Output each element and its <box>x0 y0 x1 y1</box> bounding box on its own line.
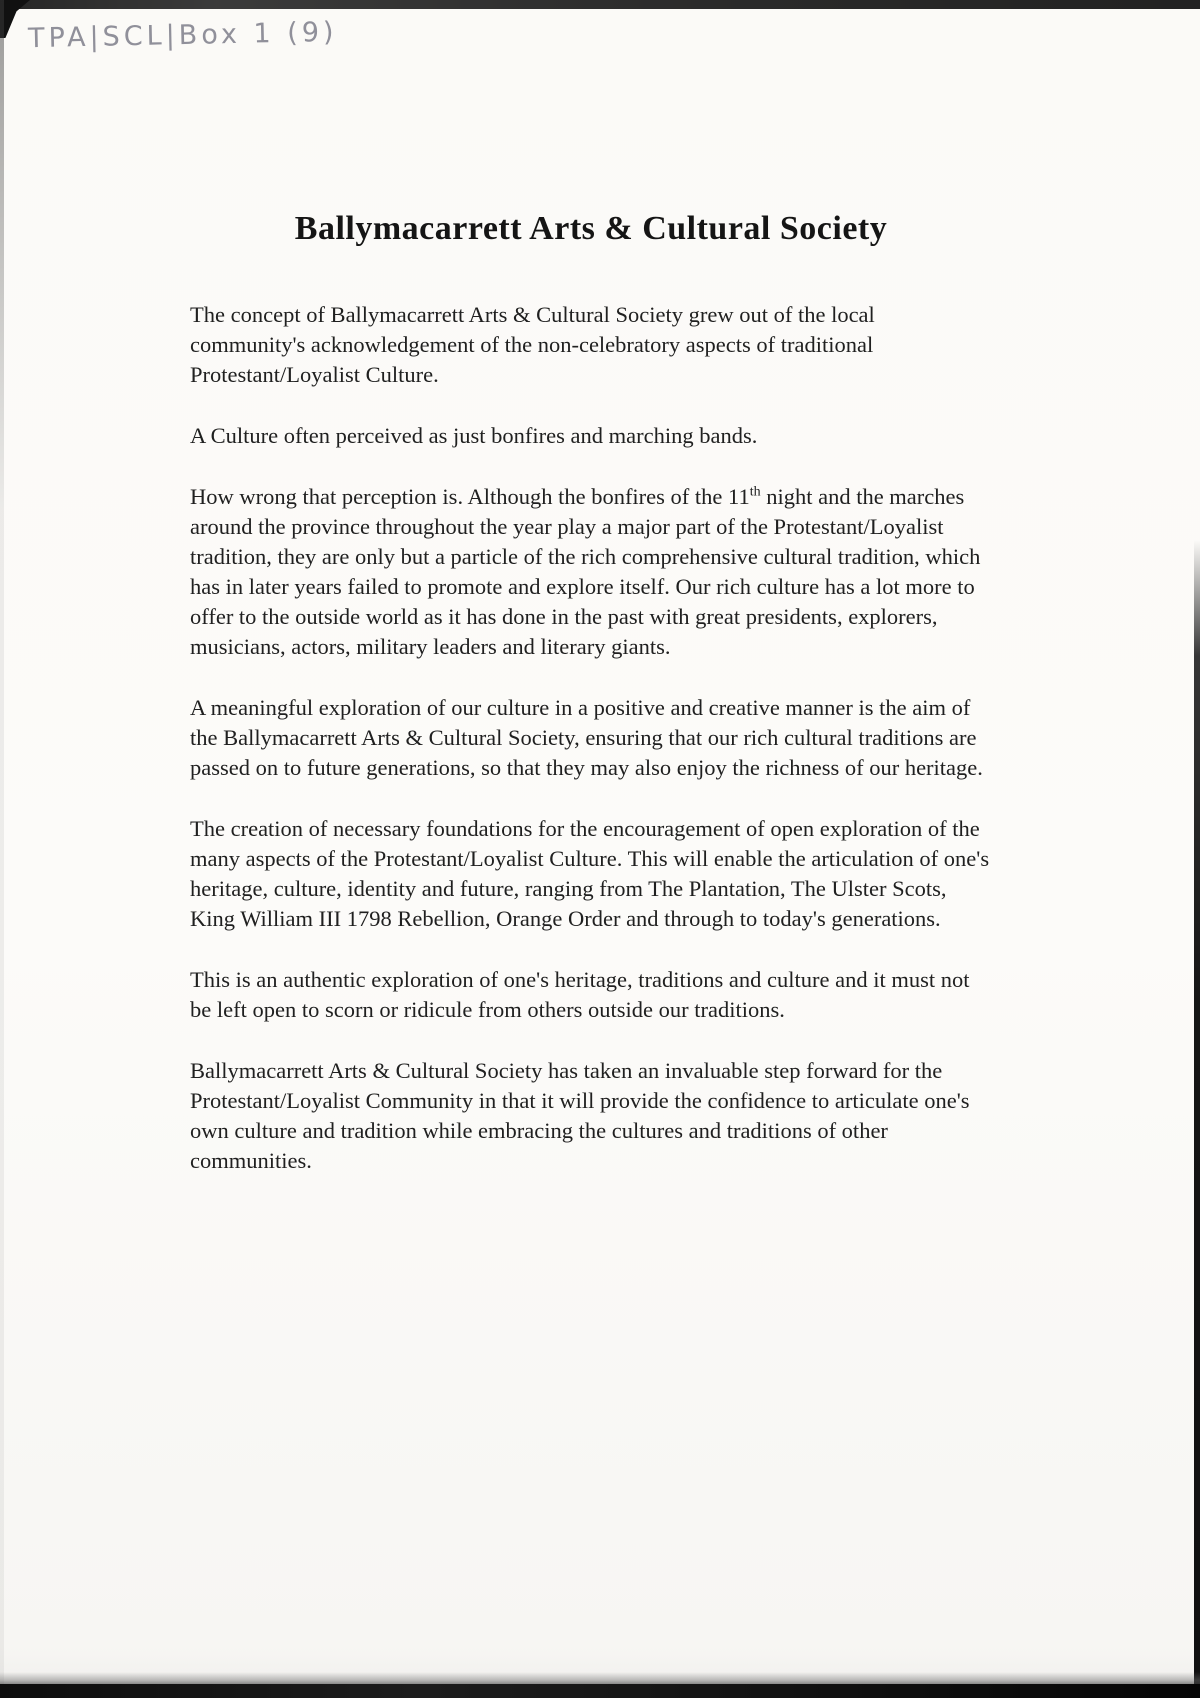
paragraph-how-wrong-post: night and the marches around the province throughout the year play a major part of the Protestant/Loyalist tradition, they are only but a particle of the rich comprehensive cultural tradition, which has in later years failed to promote and explore itself. Our rich culture has a lot more to offer to the outside world as it has done in the past with great presidents, explorers, musicians, actors, military leaders and literary giants. <box>190 484 981 659</box>
ordinal-superscript: th <box>749 484 761 500</box>
scan-edge-top <box>0 0 1200 9</box>
paragraph-how-wrong-pre: How wrong that perception is. Although the bonfires of the 11 <box>190 484 750 509</box>
paragraph-foundations: The creation of necessary foundations for the encouragement of open exploration of the many aspects of the Protestant/Loyalist Culture. This will enable the articulation of one's heritage, culture, identity and future, ranging from The Plantation, The Ulster Scots, King William III 1798 Rebellion, Orange Order and through to today's generations. <box>190 816 990 931</box>
document-title: Ballymacarrett Arts & Cultural Society <box>294 210 888 247</box>
paragraph-concept: The concept of Ballymacarrett Arts & Cultural Society grew out of the local community's acknowledgement of the non-celebratory aspects of traditional Protestant/Loyalist Culture. <box>190 302 875 387</box>
document-body <box>190 210 992 1207</box>
paragraph-step-forward: Ballymacarrett Arts & Cultural Society has taken an invaluable step forward for the Protestant/Loyalist Community in that it will provide the confidence to articulate one's own culture and tradition while embracing the cultures and traditions of other communities. <box>190 1058 970 1173</box>
scan-edge-bottom <box>0 1684 1200 1698</box>
paragraph-meaningful-exploration: A meaningful exploration of our culture in a positive and creative manner is the aim of the Ballymacarrett Arts & Cultural Society, ensuring that our rich cultural traditions are passed on to future generations, so that they may also enjoy the richness of our heritage. <box>190 695 983 780</box>
scan-edge-right <box>1194 540 1200 1698</box>
paragraph-authentic-exploration: This is an authentic exploration of one's heritage, traditions and culture and it must not be left open to scorn or ridicule from others outside our traditions. <box>190 967 970 1022</box>
scan-edge-bottom-smudge <box>0 1672 1200 1684</box>
paragraph-perception: A Culture often perceived as just bonfires and marching bands. <box>190 423 758 448</box>
scan-edge-left <box>0 0 4 1698</box>
paragraph-how-wrong <box>190 482 992 662</box>
handwritten-archive-reference: TPA|SCL|Box 1 (9) <box>27 16 338 55</box>
